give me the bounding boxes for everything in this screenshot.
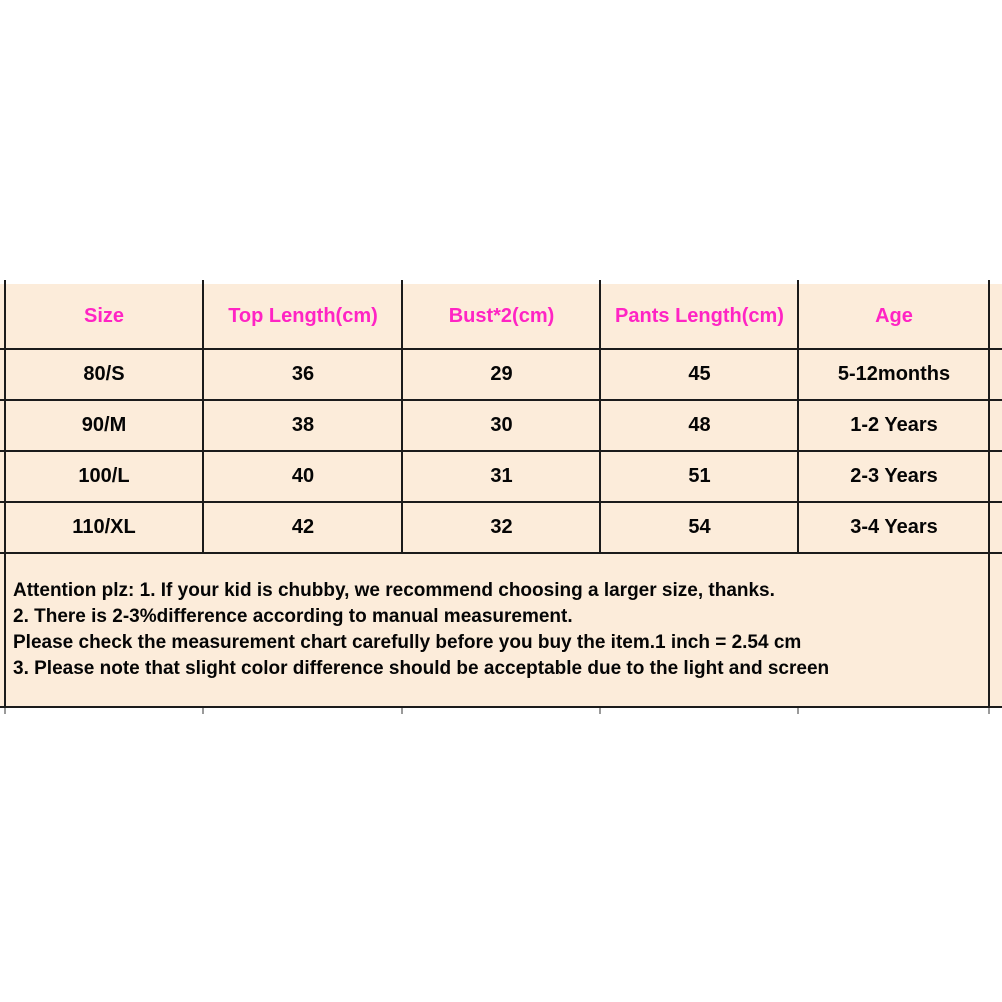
grid-line-right-border [988, 280, 990, 708]
note-line-3: Please check the measurement chart carefully before you buy the item.1 inch = 2.54 cm [13, 632, 802, 653]
grid-tick [599, 708, 601, 714]
cell-size: 90/M [81, 414, 127, 436]
header-cell-bust: Bust*2(cm) [448, 304, 555, 327]
cell-bust: 31 [490, 465, 513, 487]
grid-line-header-bottom [0, 348, 1002, 350]
grid-line-notes-bottom [0, 706, 1002, 708]
cell-bust: 29 [490, 363, 513, 385]
grid-line-row1-bottom [0, 399, 1002, 401]
grid-line-col3-right [599, 280, 601, 554]
grid-line-col1-right [202, 280, 204, 554]
grid-tick [797, 708, 799, 714]
cell-bust: 32 [490, 516, 513, 538]
grid-line-left-border [4, 280, 6, 708]
cell-age: 2-3 Years [850, 465, 938, 487]
attention-notes [13, 578, 985, 682]
cell-top-length: 40 [291, 465, 315, 487]
cell-top-length: 36 [291, 363, 315, 385]
header-cell-pants-length: Pants Length(cm) [615, 304, 784, 327]
cell-age: 5-12months [837, 363, 951, 385]
grid-line-row3-bottom [0, 501, 1002, 503]
note-line-1: Attention plz: 1. If your kid is chubby, we recommend choosing a larger size, thanks. [13, 580, 775, 601]
grid-line-row2-bottom [0, 450, 1002, 452]
note-line-2: 2. There is 2-3%difference according to manual measurement. [13, 606, 573, 627]
cell-pants-length: 45 [688, 363, 711, 385]
grid-tick [4, 708, 6, 714]
header-cell-age: Age [875, 304, 913, 327]
grid-line-col4-right [797, 280, 799, 554]
cell-bust: 30 [490, 414, 513, 436]
grid-line-table-bottom [0, 552, 1002, 554]
grid-tick [401, 708, 403, 714]
cell-top-length: 38 [291, 414, 315, 436]
header-cell-top-length: Top Length(cm) [228, 304, 378, 327]
cell-age: 1-2 Years [850, 414, 938, 436]
cell-size: 100/L [78, 465, 130, 487]
cell-age: 3-4 Years [850, 516, 938, 538]
cell-pants-length: 54 [688, 516, 711, 538]
cell-pants-length: 48 [688, 414, 711, 436]
grid-tick [202, 708, 204, 714]
note-line-4: 3. Please note that slight color difference should be acceptable due to the light and screen [13, 658, 830, 679]
header-cell-size: Size [83, 304, 125, 327]
cell-size: 80/S [83, 363, 125, 385]
cell-size: 110/XL [72, 516, 136, 538]
grid-line-col2-right [401, 280, 403, 554]
cell-pants-length: 51 [688, 465, 711, 487]
cell-top-length: 42 [291, 516, 315, 538]
grid-tick [988, 708, 990, 714]
